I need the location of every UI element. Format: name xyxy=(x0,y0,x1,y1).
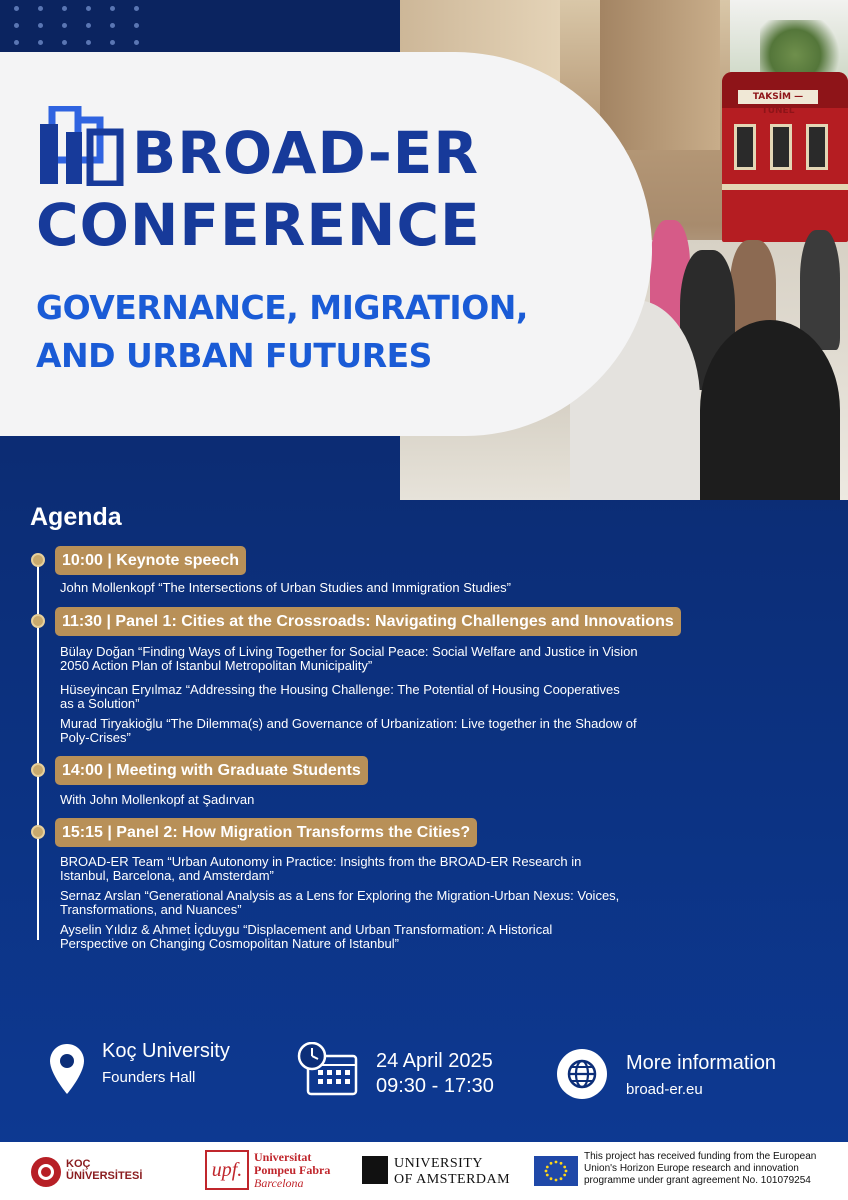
timeline-bullet xyxy=(31,614,45,628)
session-label: 11:30 | Panel 1: Cities at the Crossroads: Navigating Challenges and Innovations xyxy=(55,607,681,636)
agenda-heading: Agenda xyxy=(30,503,122,531)
talk-item: John Mollenkopf “The Intersections of Urban Studies and Immigration Studies” xyxy=(60,580,511,595)
location-pin-icon xyxy=(48,1042,86,1098)
more-info-label: More information xyxy=(626,1052,777,1074)
talk-item: Hüseyincan Eryılmaz “Addressing the Housing Challenge: The Potential of Housing Cooperatives as a Solution” xyxy=(60,682,620,711)
venue-name: Koç University xyxy=(102,1040,230,1062)
timeline-bullet xyxy=(31,825,45,839)
timeline-bullet xyxy=(31,553,45,567)
partner-logos-footer xyxy=(0,1142,848,1200)
session-label: 15:15 | Panel 2: How Migration Transforms the Cities? xyxy=(55,818,477,847)
website-link[interactable]: broad-er.eu xyxy=(626,1081,703,1098)
top-band xyxy=(0,0,400,60)
timeline-bullet xyxy=(31,763,45,777)
event-date: 24 April 2025 xyxy=(376,1050,493,1072)
talk-item: Murad Tiryakioğlu “The Dilemma(s) and Governance of Urbanization: Live together in the Shadow of Poly-Crises” xyxy=(60,716,637,745)
subtitle-line2: AND URBAN FUTURES xyxy=(36,336,432,375)
conference-title-line2: CONFERENCE xyxy=(36,191,481,259)
broad-er-logo-mark xyxy=(38,106,124,186)
conference-subtitle xyxy=(36,284,528,380)
koc-university-logo: KOÇ ÜNİVERSİTESİ xyxy=(66,1158,143,1182)
uva-crest-icon xyxy=(362,1156,388,1184)
red-tram xyxy=(722,72,848,242)
tram-sign: TAKSİM — TÜNEL xyxy=(738,90,818,104)
globe-icon xyxy=(556,1048,608,1100)
talk-item: Bülay Doğan “Finding Ways of Living Together for Social Peace: Social Welfare and Justice in Vision 2050 Action Plan of Istanbul Metropolitan Municipality” xyxy=(60,644,638,673)
upf-logo-mark: upf. xyxy=(205,1150,249,1190)
session-label: 14:00 | Meeting with Graduate Students xyxy=(55,756,368,785)
talk-item: Ayselin Yıldız & Ahmet İçduygu “Displacement and Urban Transformation: A Historical Perspective on Changing Cosmopolitan Nature of Istanbul” xyxy=(60,922,553,951)
dot-pattern xyxy=(14,6,158,45)
koc-university-logo-icon xyxy=(30,1156,62,1188)
eu-funding-notice: This project has received funding from the European Union's Horizon Europe research and innovation programme under grant agreement No. 101079254 xyxy=(584,1151,817,1186)
upf-logo: Universitat Pompeu Fabra Barcelona xyxy=(254,1150,331,1190)
venue-info xyxy=(102,1040,230,1086)
subtitle-line1: GOVERNANCE, MIGRATION, xyxy=(36,288,528,327)
more-info xyxy=(626,1052,776,1098)
session-label: 10:00 | Keynote speech xyxy=(55,546,246,575)
conference-title-line1: BROAD-ER xyxy=(132,119,480,187)
date-info xyxy=(376,1050,494,1098)
calendar-clock-icon xyxy=(296,1042,360,1098)
venue-place: Founders Hall xyxy=(102,1069,196,1086)
talk-item: BROAD-ER Team “Urban Autonomy in Practice: Insights from the BROAD-ER Research in Istanbul, Barcelona, and Amsterdam” xyxy=(60,854,582,883)
event-time: 09:30 - 17:30 xyxy=(376,1075,494,1097)
talk-item: Sernaz Arslan “Generational Analysis as a Lens for Exploring the Migration-Urban Nexus: Voices, Transformations, and Nuances” xyxy=(60,888,620,917)
talk-item: With John Mollenkopf at Şadırvan xyxy=(60,792,255,807)
eu-flag-icon xyxy=(534,1156,578,1186)
uva-logo: UNIVERSITY OF AMSTERDAM xyxy=(394,1156,511,1187)
